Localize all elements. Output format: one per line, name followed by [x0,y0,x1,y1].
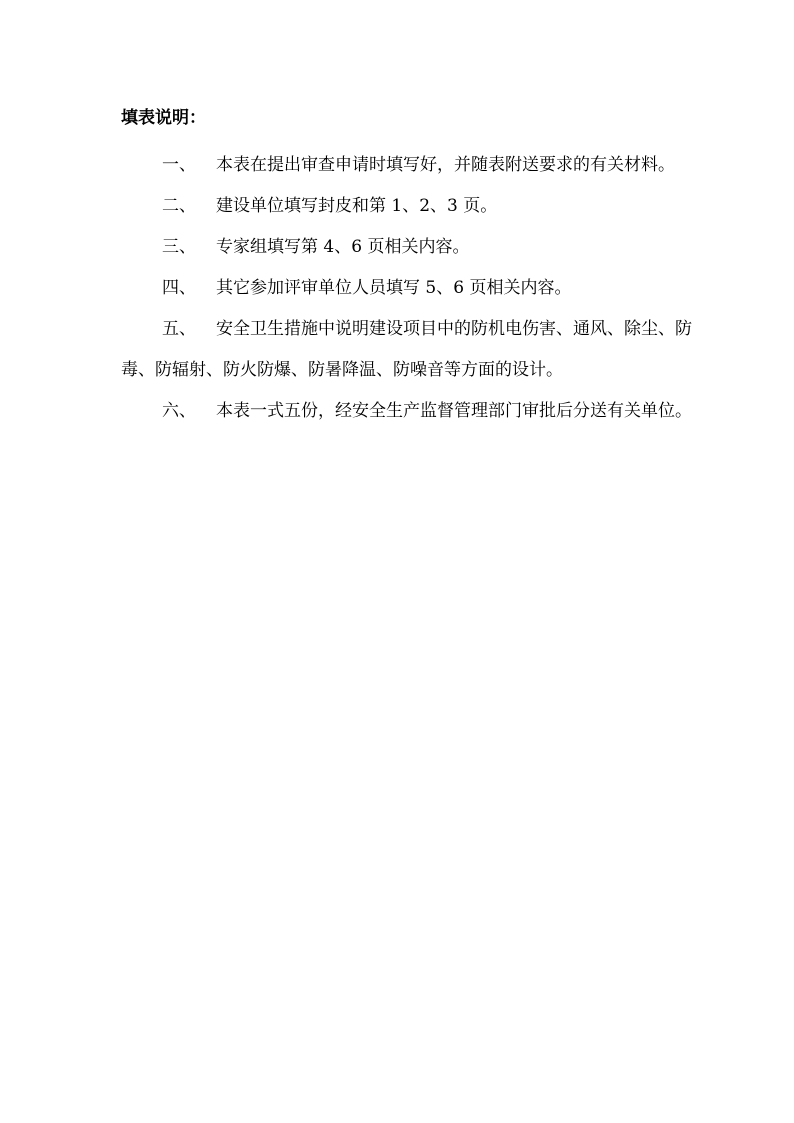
item-number: 四、 [162,278,196,298]
item-number: 六、 [162,401,196,421]
item-text: 本表在提出审查申请时填写好，并随表附送要求的有关材料。 [216,155,675,175]
instruction-item-2 [121,186,701,227]
item-text: 其它参加评审单位人员填写 5、6 页相关内容。 [216,278,572,298]
item-number: 三、 [162,237,196,257]
item-number: 五、 [162,319,196,339]
instructions-list [121,145,701,432]
instruction-item-1 [121,145,701,186]
item-text: 建设单位填写封皮和第 1、2、3 页。 [216,196,498,216]
instruction-item-4 [121,268,701,309]
instruction-item-6 [121,391,701,432]
instruction-item-3 [121,227,701,268]
item-text: 本表一式五份，经安全生产监督管理部门审批后分送有关单位。 [216,401,692,421]
instruction-item-5 [121,309,701,391]
item-number: 二、 [162,196,196,216]
item-text: 安全卫生措施中说明建设项目中的防机电伤害、通风、除尘、防毒、防辐射、防火防爆、防暑降温、防噪音等方面的设计。 [121,319,692,380]
instructions-title: 填表说明： [121,108,206,128]
item-text: 专家组填写第 4、6 页相关内容。 [216,237,470,257]
item-number: 一、 [162,155,196,175]
